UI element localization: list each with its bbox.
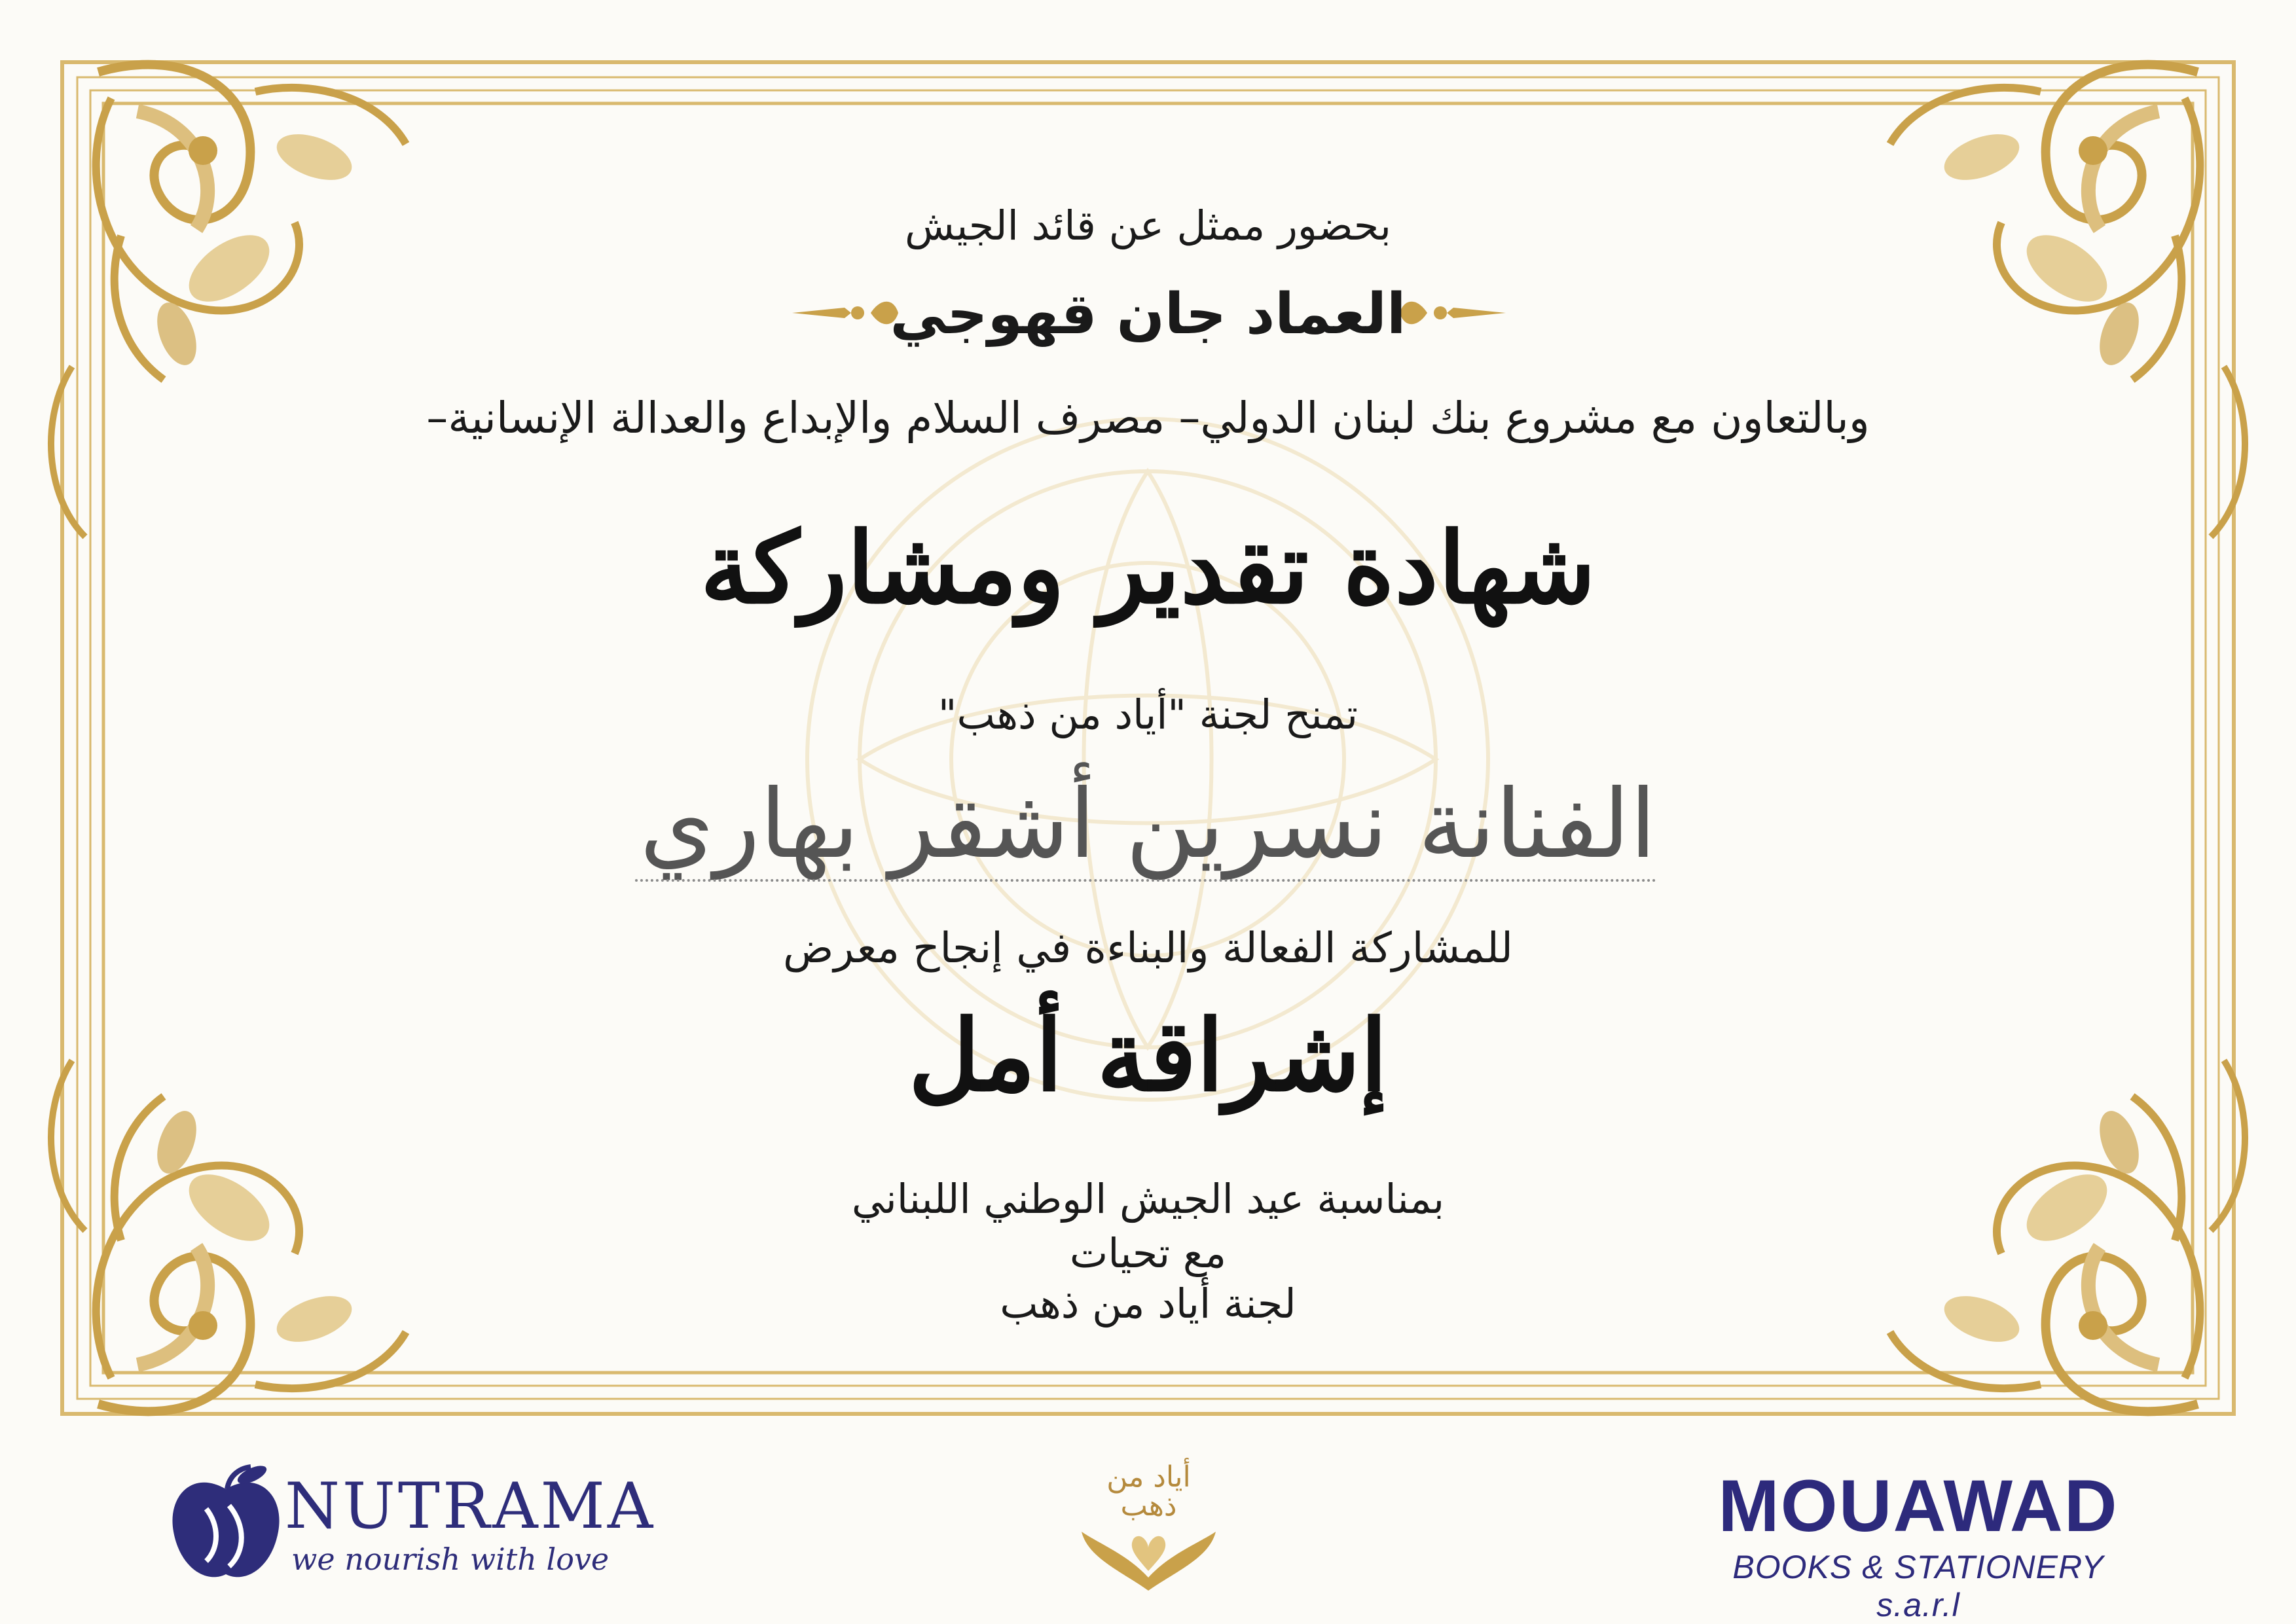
certificate-title: شهادة تقدير ومشاركة [700,511,1596,626]
cooperation-line: وبالتعاون مع مشروع بنك لبنان الدولي– مصرف السلام والإبداع والعدالة الإنسانية– [426,393,1870,443]
nutrama-apple-icon [167,1463,285,1587]
exhibition-name: إشراقة أمل [908,998,1388,1113]
hands-heart-icon [1062,1519,1235,1597]
ayad-min-dahab-logo [1062,1456,1235,1594]
presence-line: بحضور ممثل عن قائد الجيش [905,202,1391,249]
regards-line: مع تحيات [1069,1229,1227,1277]
recipient-dotted-line [635,879,1656,882]
mouawad-name: MOUAWAD [1718,1465,2119,1547]
reason-line: للمشاركة الفعالة والبناءة في إنجاح معرض [783,924,1513,973]
commander-name: العماد جان قهوجي [890,281,1406,347]
nutrama-logo [167,1463,656,1587]
granted-by-line: تمنح لجنة "أياد من ذهب" [938,691,1358,738]
occasion-line: بمناسبة عيد الجيش الوطني اللبناني [851,1175,1445,1223]
nutrama-tagline: we nourish with love [291,1542,610,1577]
recipient-name: الفنانة نسرين أشقر بهاري [640,769,1656,880]
nutrama-name: NUTRAMA [285,1470,656,1543]
mouawad-logo [1689,1465,2147,1623]
ayad-logo-text: أياد من ذهب [1106,1460,1191,1523]
mouawad-tagline: BOOKS & STATIONERY s.a.r.l [1732,1549,2104,1623]
committee-line: لجنة أياد من ذهب [1000,1280,1296,1327]
